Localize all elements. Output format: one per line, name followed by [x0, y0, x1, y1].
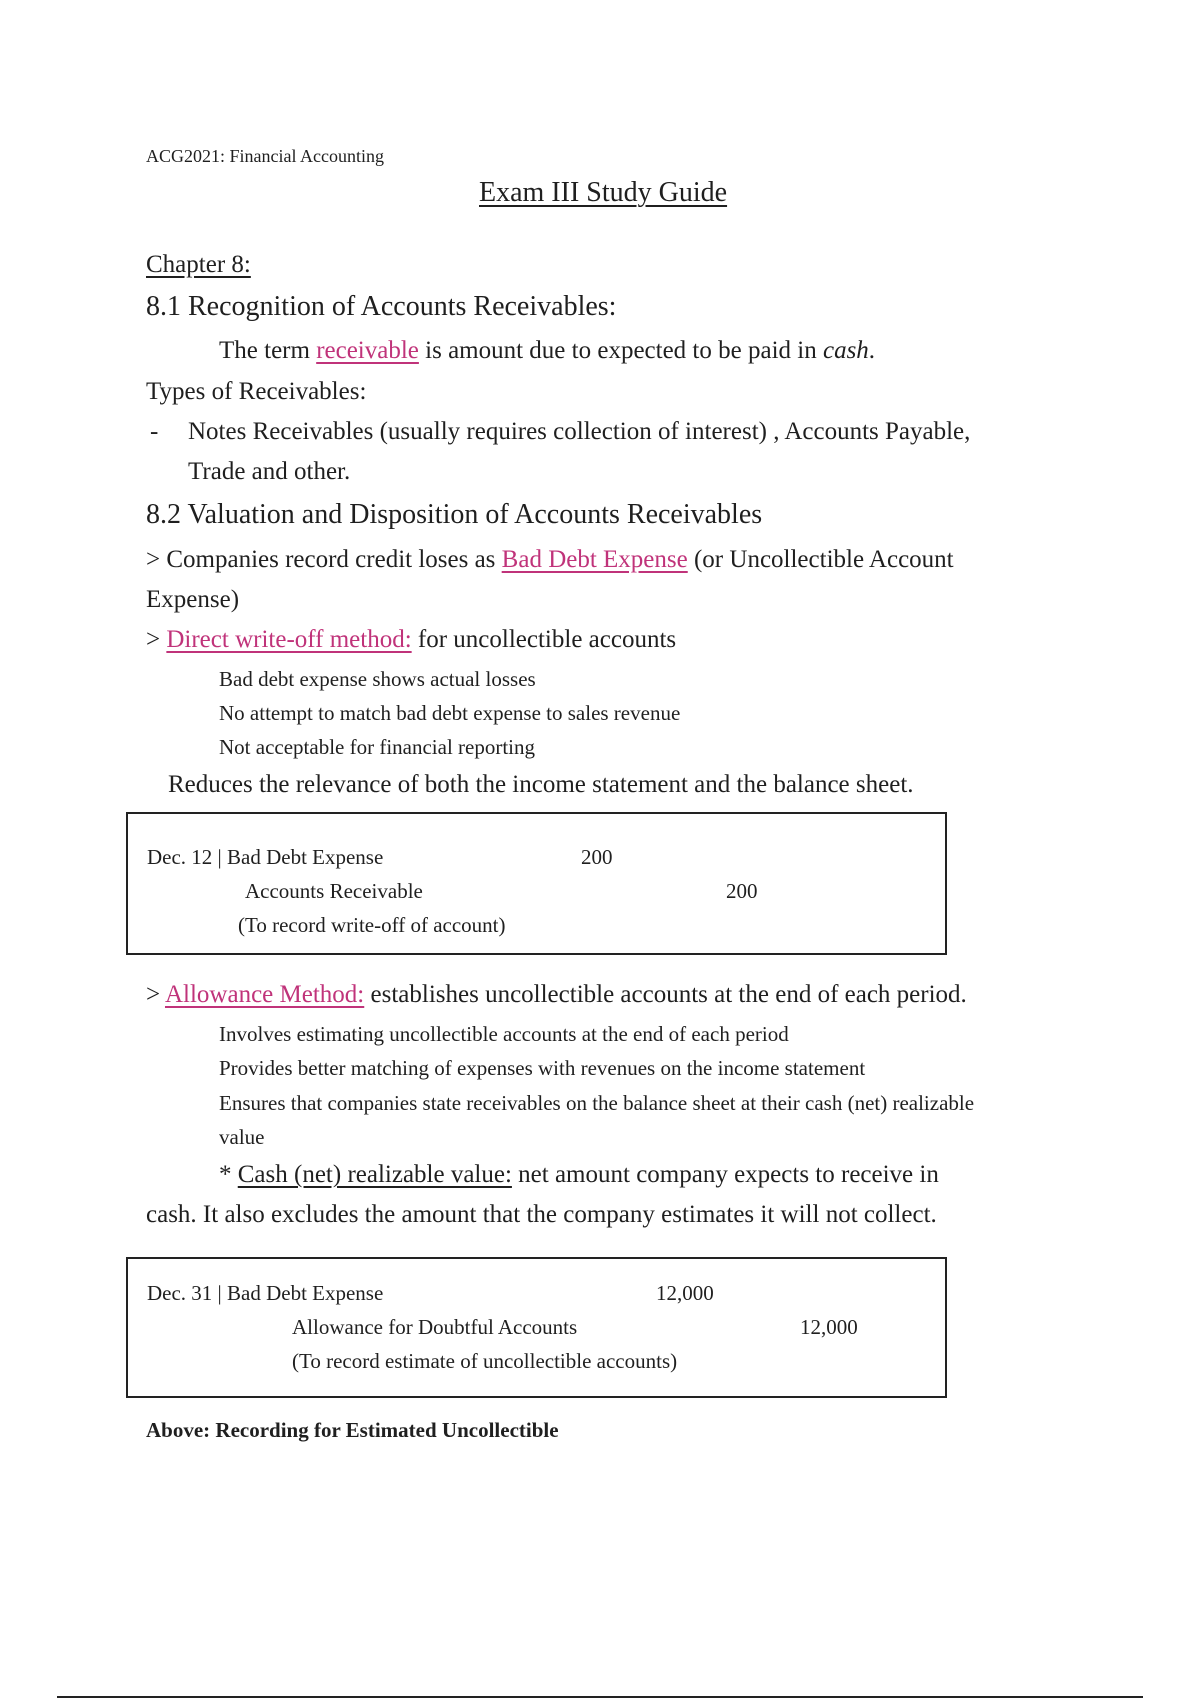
allowance-point-3: Ensures that companies state receivables on the balance sheet at their cash (net) realizable [219, 1091, 975, 1115]
journal-2-debit: 12,000 [656, 1281, 714, 1305]
section-8-1-heading: 8.1 Recognition of Accounts Receivables: [146, 291, 617, 322]
note-line-1: net amount company expects to receive in [511, 1161, 939, 1188]
definition-middle: is amount due to expected to be paid in [418, 337, 823, 364]
page-title: Exam III Study Guide [479, 177, 728, 208]
journal-1-date-account: Dec. 12 | Bad Debt Expense [147, 845, 384, 869]
page-bottom-rule [57, 1696, 1143, 1698]
journal-2-memo: (To record estimate of uncollectible accounts) [292, 1349, 678, 1373]
direct-prefix: > [146, 626, 167, 653]
journal-entry-write-off [126, 812, 947, 955]
journal-2-credit: 12,000 [800, 1315, 858, 1339]
credit-loss-prefix: > Companies record credit loses as [146, 546, 502, 573]
credit-loss-suffix: (or Uncollectible Account [687, 546, 954, 573]
note-line-2: cash. It also excludes the amount that the company estimates it will not collect. [146, 1201, 937, 1228]
journal-entry-estimate [126, 1257, 947, 1398]
definition-prefix: The term [219, 337, 317, 364]
note-star: * [219, 1161, 238, 1188]
course-label: ACG2021: Financial Accounting [146, 146, 384, 166]
allowance-prefix: > [146, 981, 165, 1008]
direct-suffix: for uncollectible accounts [411, 626, 677, 653]
cash-realizable-keyword: Cash (net) realizable value: [237, 1161, 512, 1188]
direct-point-3: Not acceptable for financial reporting [219, 735, 536, 759]
credit-loss-line [146, 546, 954, 574]
chapter-label: Chapter 8: [146, 251, 251, 278]
allowance-method-line [146, 981, 967, 1009]
bullet-dash: - [150, 418, 159, 445]
receivable-keyword: receivable [316, 337, 419, 364]
bad-debt-expense-keyword: Bad Debt Expense [501, 546, 688, 573]
credit-loss-continuation: Expense) [146, 586, 240, 613]
journal-1-credit: 200 [726, 879, 758, 903]
journal-1-debit: 200 [581, 845, 613, 869]
journal-2-credit-account: Allowance for Doubtful Accounts [292, 1315, 578, 1339]
allowance-point-1: Involves estimating uncollectible accounts at the end of each period [219, 1022, 789, 1046]
definition-end: . [868, 337, 876, 364]
cash-italic: cash [822, 337, 869, 364]
allowance-suffix: establishes uncollectible accounts at the end of each period. [364, 981, 967, 1008]
types-label: Types of Receivables: [146, 378, 367, 405]
cash-realizable-note [219, 1161, 939, 1189]
types-list-line-1: Notes Receivables (usually requires collection of interest) , Accounts Payable, [188, 418, 971, 445]
direct-write-off-keyword: Direct write-off method: [166, 626, 412, 653]
direct-note: Reduces the relevance of both the income statement and the balance sheet. [168, 771, 914, 798]
journal-1-memo: (To record write-off of account) [238, 913, 506, 937]
section-8-2-heading: 8.2 Valuation and Disposition of Accounts Receivables [146, 499, 763, 530]
journal-2-date-account: Dec. 31 | Bad Debt Expense [147, 1281, 384, 1305]
direct-write-off-line [146, 626, 676, 654]
types-list-line-2: Trade and other. [188, 458, 351, 485]
journal-caption: Above: Recording for Estimated Uncollectible [146, 1418, 559, 1442]
direct-point-1: Bad debt expense shows actual losses [219, 667, 536, 691]
allowance-method-keyword: Allowance Method: [164, 981, 365, 1008]
direct-point-2: No attempt to match bad debt expense to sales revenue [219, 701, 681, 725]
receivable-definition [219, 337, 875, 365]
journal-1-credit-account: Accounts Receivable [245, 879, 423, 903]
allowance-point-3-cont: value [219, 1125, 265, 1149]
allowance-point-2: Provides better matching of expenses with revenues on the income statement [219, 1056, 866, 1080]
